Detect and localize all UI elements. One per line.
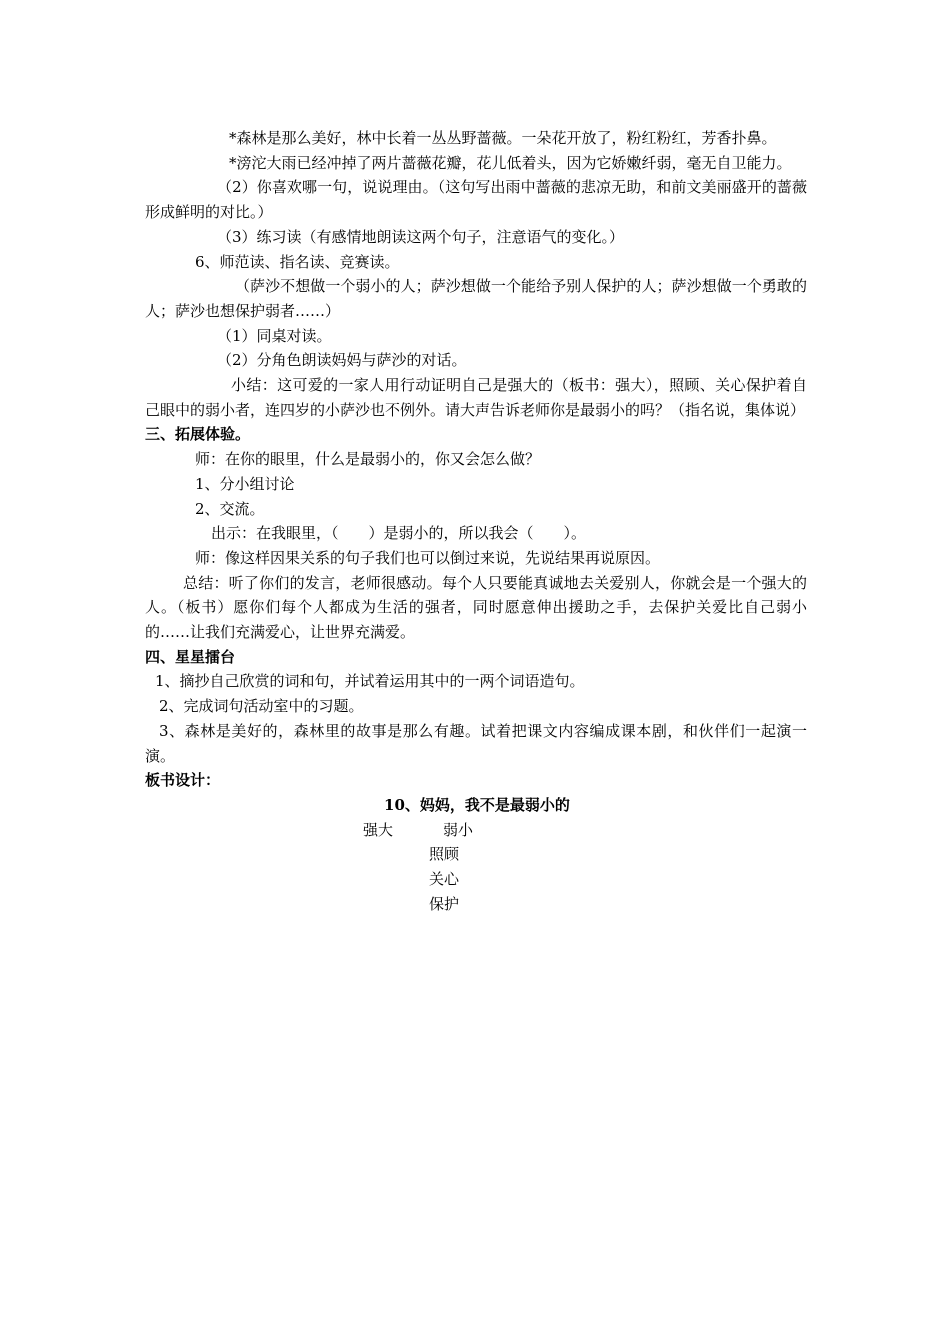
document-page [145,126,807,917]
board-protect: 保护 [429,894,460,913]
question-favorite: （2）你喜欢哪一句，说说理由。（这句写出雨中蔷薇的悲凉无助，和前文美丽盛开的蔷薇形成鲜明的对比。） [145,178,807,222]
task-1: 1、摘抄自己欣赏的词和句，并试着运用其中的一两个词语造句。 [155,672,585,691]
board-row-1 [145,818,807,843]
teacher-note: 师：像这样因果关系的句子我们也可以倒过来说，先说结果再说原因。 [195,548,661,567]
step-6: 6、师范读、指名读、竞赛读。 [195,252,400,271]
practice-reading: （3）练习读（有感情地朗读这两个句子，注意语气的变化。） [217,227,625,246]
sasha-note: （萨沙不想做一个弱小的人；萨沙想做一个能给予别人保护的人；萨沙想做一个勇敢的人；萨沙也想保护弱者……） [145,277,807,320]
board-row-3 [145,867,807,892]
board-care: 照顾 [429,845,460,864]
show-sentence: 出示：在我眼里，（ ）是弱小的，所以我会（ ）。 [211,524,587,543]
sentence-rain: *滂沱大雨已经冲掉了两片蔷薇花瓣，花儿低着头，因为它娇嫩纤弱，毫无自卫能力。 [229,153,792,172]
pair-reading: （1）同桌对读。 [217,326,332,345]
role-reading: （2）分角色朗读妈妈与萨沙的对话。 [217,351,467,370]
sentence-forest: *森林是那么美好，林中长着一丛丛野蔷薇。一朵花开放了，粉红粉红，芳香扑鼻。 [229,129,777,147]
board-row-4 [145,892,807,917]
exchange: 2、交流。 [195,499,265,518]
board-row-2 [145,842,807,867]
task-2: 2、完成词句活动室中的习题。 [159,697,364,716]
section-3-heading: 三、拓展体验。 [145,425,251,444]
teacher-question: 师：在你的眼里，什么是最弱小的，你又会怎么做？ [195,450,541,469]
section-4-heading: 四、星星擂台 [145,647,236,666]
summary-2: 总结：听了你们的发言，老师很感动。每个人只要能真诚地去关爱别人，你就会是一个强大的人。（板书）愿你们每个人都成为生活的强者，同时愿意伸出援助之手，去保护关爱比自己弱小的……让我们充满爱心，让世界充满爱。 [145,573,807,642]
board-title: 10、妈妈，我不是最弱小的 [384,795,570,814]
board-weak: 弱小 [443,820,474,839]
board-design-heading: 板书设计： [145,771,221,790]
board-concern: 关心 [429,870,460,889]
task-3: 3、森林是美好的，森林里的故事是那么有趣。试着把课文内容编成课本剧，和伙伴们一起演一演。 [145,721,807,765]
board-strong: 强大 [363,820,394,839]
summary-1: 小结：这可爱的一家人用行动证明自己是强大的（板书：强大），照顾、关心保护着自己眼中的弱小者，连四岁的小萨沙也不例外。请大声告诉老师你是最弱小的吗？（指名说，集体说） [145,376,807,419]
group-discussion: 1、分小组讨论 [195,474,295,493]
